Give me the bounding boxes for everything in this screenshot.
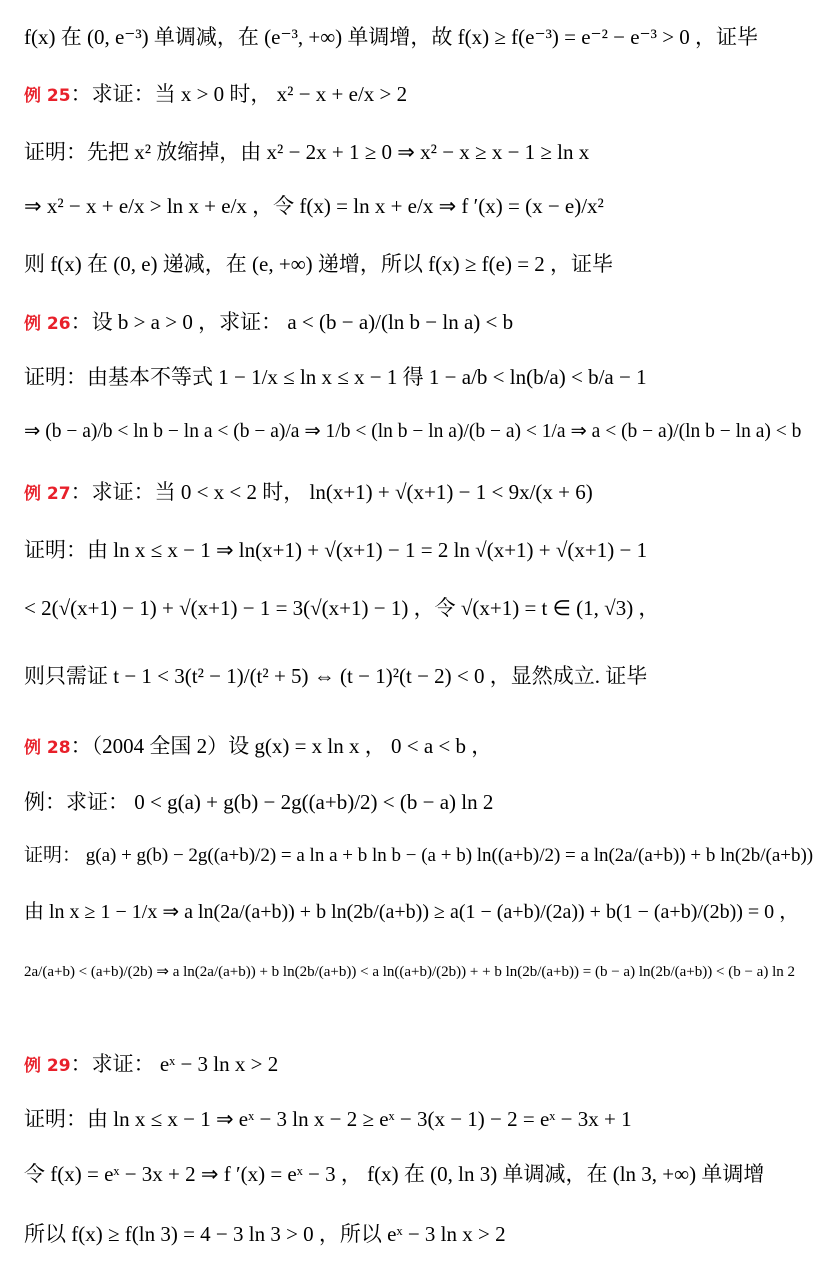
example-label: 例 29 bbox=[24, 1056, 71, 1076]
line-text: 例：求证： 0 < g(a) + g(b) − 2g((a+b)/2) < (b − a) ln 2 bbox=[24, 790, 494, 814]
line-text: 证明：先把 x² 放缩掉，由 x² − 2x + 1 ≥ 0 ⇒ x² − x ≥ x − 1 ≥ ln x bbox=[24, 140, 590, 164]
line-text: ：求证：当 0 < x < 2 时， ln(x+1) + √(x+1) − 1 < 9x/(x + 6) bbox=[70, 480, 593, 504]
line-text: ⇒ x² − x + e/x > ln x + e/x ，令 f(x) = ln x + e/x ⇒ f ′(x) = (x − e)/x² bbox=[24, 194, 604, 218]
line-text: 证明：由 ln x ≤ x − 1 ⇒ ln(x+1) + √(x+1) − 1 = 2 ln √(x+1) + √(x+1) − 1 bbox=[24, 538, 648, 562]
example-label: 例 27 bbox=[24, 484, 71, 504]
line-text: f(x) 在 (0, e⁻³) 单调减，在 (e⁻³, +∞) 单调增，故 f(x) ≥ f(e⁻³) = e⁻² − e⁻³ > 0 ，证毕 bbox=[24, 25, 759, 49]
ex26-proof-2 bbox=[24, 420, 817, 443]
ex28-proof-2 bbox=[24, 900, 817, 924]
ex29-proof-1 bbox=[24, 1107, 817, 1132]
ex25-proof-2 bbox=[24, 194, 817, 219]
example-label: 例 25 bbox=[24, 86, 71, 106]
line-text: ：设 b > a > 0 ，求证： a < (b − a)/(ln b − ln a) < b bbox=[70, 310, 514, 334]
line-text: 由 ln x ≥ 1 − 1/x ⇒ a ln(2a/(a+b)) + b ln(2b/(a+b)) ≥ a(1 − (a+b)/(2a)) + b(1 − (a+b)/(2b)) = 0 ， bbox=[24, 901, 800, 923]
line-text: 证明：由 ln x ≤ x − 1 ⇒ eˣ − 3 ln x − 2 ≥ eˣ − 3(x − 1) − 2 = eˣ − 3x + 1 bbox=[24, 1107, 632, 1131]
ex29-title bbox=[24, 1052, 817, 1077]
ex29-proof-2 bbox=[24, 1162, 817, 1187]
ex28-proof-1 bbox=[24, 845, 817, 868]
line-text: 所以 f(x) ≥ f(ln 3) = 4 − 3 ln 3 > 0 ，所以 eˣ − 3 ln x > 2 bbox=[24, 1222, 506, 1246]
line-text: 则 f(x) 在 (0, e) 递减，在 (e, +∞) 递增，所以 f(x) ≥ f(e) = 2 ，证毕 bbox=[24, 252, 614, 276]
line-text: < 2(√(x+1) − 1) + √(x+1) − 1 = 3(√(x+1) − 1) ，令 √(x+1) = t ∈ (1, √3) ， bbox=[24, 596, 660, 620]
ex27-title bbox=[24, 480, 817, 505]
ex29-proof-3 bbox=[24, 1222, 817, 1247]
line-text: 证明： g(a) + g(b) − 2g((a+b)/2) = a ln a + b ln b − (a + b) ln((a+b)/2) = a ln(2a/(a+b)) + b ln(2b/(a+b)) bbox=[24, 845, 814, 866]
ex27-proof-1 bbox=[24, 538, 817, 563]
ex25-proof-3 bbox=[24, 252, 817, 277]
line-text: ：求证：当 x > 0 时， x² − x + e/x > 2 bbox=[70, 82, 408, 106]
line-text: 2a/(a+b) < (a+b)/(2b) ⇒ a ln(2a/(a+b)) + b ln(2b/(a+b)) < a ln((a+b)/(2b)) + + b ln(2b/(a+b)) = (b − a) ln(2b/(a+b)) < (b − a) ln 2 bbox=[24, 964, 795, 980]
ex27-proof-2 bbox=[24, 596, 817, 621]
example-label: 例 26 bbox=[24, 314, 71, 334]
ex25-proof-1 bbox=[24, 140, 817, 165]
line-text: ：求证： eˣ − 3 ln x > 2 bbox=[70, 1052, 279, 1076]
example-label: 例 28 bbox=[24, 738, 71, 758]
ex26-proof-1 bbox=[24, 365, 817, 390]
ex28-proof-3 bbox=[24, 960, 817, 982]
line-text: 证明：由基本不等式 1 − 1/x ≤ ln x ≤ x − 1 得 1 − a/b < ln(b/a) < b/a − 1 bbox=[24, 365, 647, 389]
line-text: 则只需证 t − 1 < 3(t² − 1)/(t² + 5) ⇔ (t − 1)²(t − 2) < 0 ，显然成立. 证毕 bbox=[24, 664, 648, 688]
line-1 bbox=[24, 25, 817, 50]
line-text: ：（2004 全国 2）设 g(x) = x ln x ， 0 < a < b ， bbox=[70, 734, 493, 758]
line-text: 令 f(x) = eˣ − 3x + 2 ⇒ f ′(x) = eˣ − 3 ， f(x) 在 (0, ln 3) 单调减，在 (ln 3, +∞) 单调增 bbox=[24, 1162, 765, 1186]
line-text: ⇒ (b − a)/b < ln b − ln a < (b − a)/a ⇒ 1/b < (ln b − ln a)/(b − a) < 1/a ⇒ a < (b − a)/(ln b − ln a) < b bbox=[24, 421, 802, 442]
ex28-title bbox=[24, 734, 817, 759]
ex27-proof-3 bbox=[24, 664, 817, 689]
ex26-title bbox=[24, 310, 817, 335]
ex25-title bbox=[24, 82, 817, 107]
ex28-claim bbox=[24, 790, 817, 815]
